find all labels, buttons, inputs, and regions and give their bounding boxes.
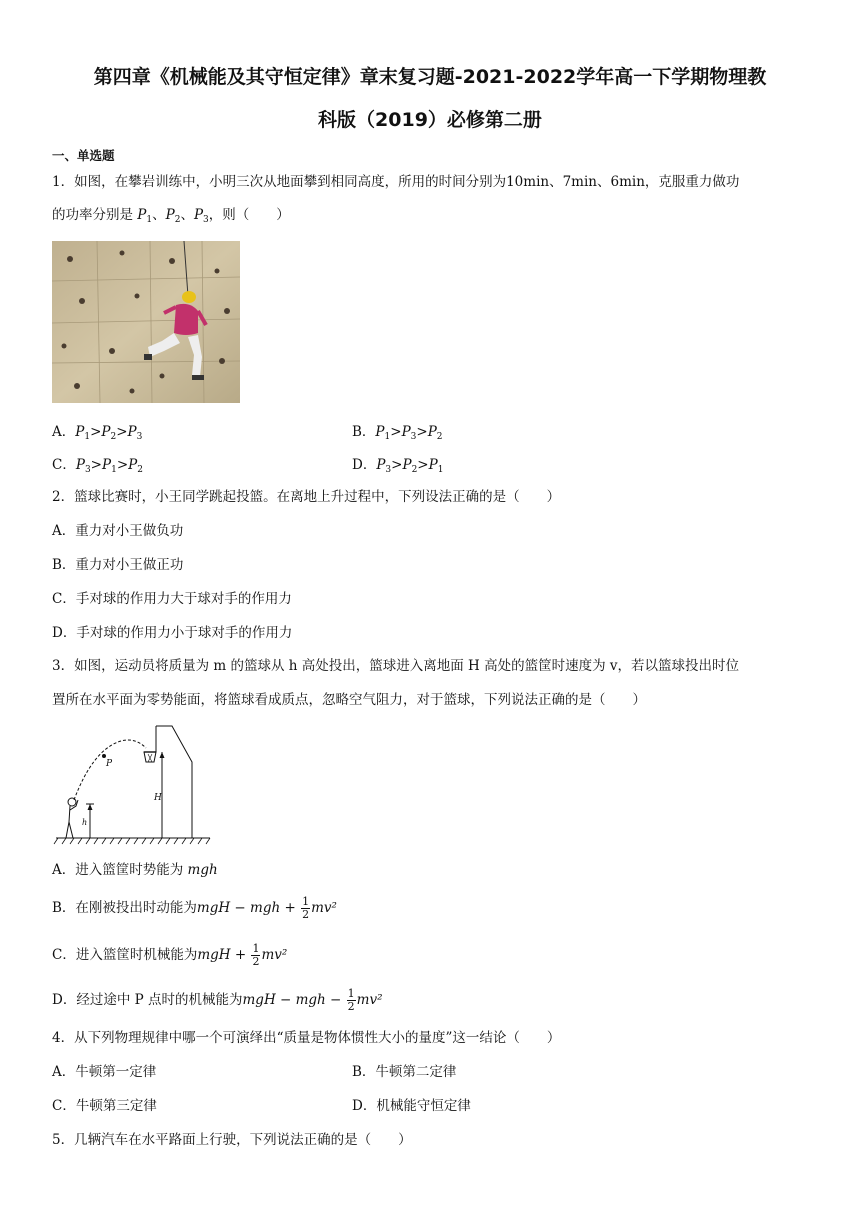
q3-option-d: D．经过途中 P 点时的机械能为mgH − mgh − $\frac{1}{2}$ mv²	[52, 987, 383, 1013]
basketball-diagram	[52, 722, 212, 847]
diagram-label-big-h: H	[154, 793, 162, 803]
q4-option-d: D．机械能守恒定律	[352, 1098, 471, 1114]
q3-stem-line1: 3．如图，运动员将质量为 m 的篮球从 h 高处投出，篮球进入离地面 H 高处的篮筐时速度为 v，若以篮球投出时位	[52, 658, 740, 674]
q3-stem-line2: 置所在水平面为零势能面，将篮球看成质点，忽略空气阻力，对于篮球，下列说法正确的是（ ）	[52, 692, 646, 708]
q1-option-a: A．$P_1>P_2>P_3$	[52, 424, 143, 442]
q1-option-d: D．$P_3>P_2>P_1$	[352, 457, 444, 475]
q2-option-d: D．手对球的作用力小于球对手的作用力	[52, 625, 293, 641]
diagram-label-small-h: h	[82, 818, 88, 827]
q1-option-b: B．$P_1>P_3>P_2$	[352, 424, 443, 442]
q2-stem: 2．篮球比赛时，小王同学跳起投篮。在离地上升过程中，下列设法正确的是（ ）	[52, 489, 561, 505]
climbing-wall-photo	[52, 241, 240, 403]
q2-option-b: B．重力对小王做正功	[52, 557, 184, 573]
diagram-label-p: P	[106, 759, 113, 769]
q1-stem-line1: 1．如图，在攀岩训练中，小明三次从地面攀到相同高度，所用的时间分别为10min、7min、6min，克服重力做功	[52, 174, 740, 190]
q1-option-c: C．$P_3>P_1>P_2$	[52, 457, 143, 475]
q1-stem-line2: 的功率分别是 $P_1$、$P_2$、$P_3$，则（ ）	[52, 207, 290, 225]
q4-option-a: A．牛顿第一定律	[52, 1064, 157, 1080]
document-title-line1: 第四章《机械能及其守恒定律》章末复习题-2021-2022学年高一下学期物理教	[93, 66, 767, 88]
q4-option-b: B．牛顿第二定律	[352, 1064, 457, 1080]
section-heading: 一、单选题	[52, 148, 115, 163]
q5-stem: 5．几辆汽车在水平路面上行驶，下列说法正确的是（ ）	[52, 1132, 412, 1148]
q4-option-c: C．牛顿第三定律	[52, 1098, 157, 1114]
q3-option-b: B．在刚被投出时动能为mgH − mgh + $\frac{1}{2}$ mv²	[52, 895, 337, 921]
q3-option-a: A．进入篮筐时势能为 mgh	[52, 862, 218, 878]
q2-option-c: C．手对球的作用力大于球对手的作用力	[52, 591, 292, 607]
document-title-line2: 科版（2019）必修第二册	[318, 109, 542, 131]
q3-option-c: C．进入篮筐时机械能为mgH + $\frac{1}{2}$ mv²	[52, 942, 288, 968]
q4-stem: 4．从下列物理规律中哪一个可演绎出“质量是物体惯性大小的量度”这一结论（ ）	[52, 1030, 561, 1046]
q2-option-a: A．重力对小王做负功	[52, 523, 184, 539]
